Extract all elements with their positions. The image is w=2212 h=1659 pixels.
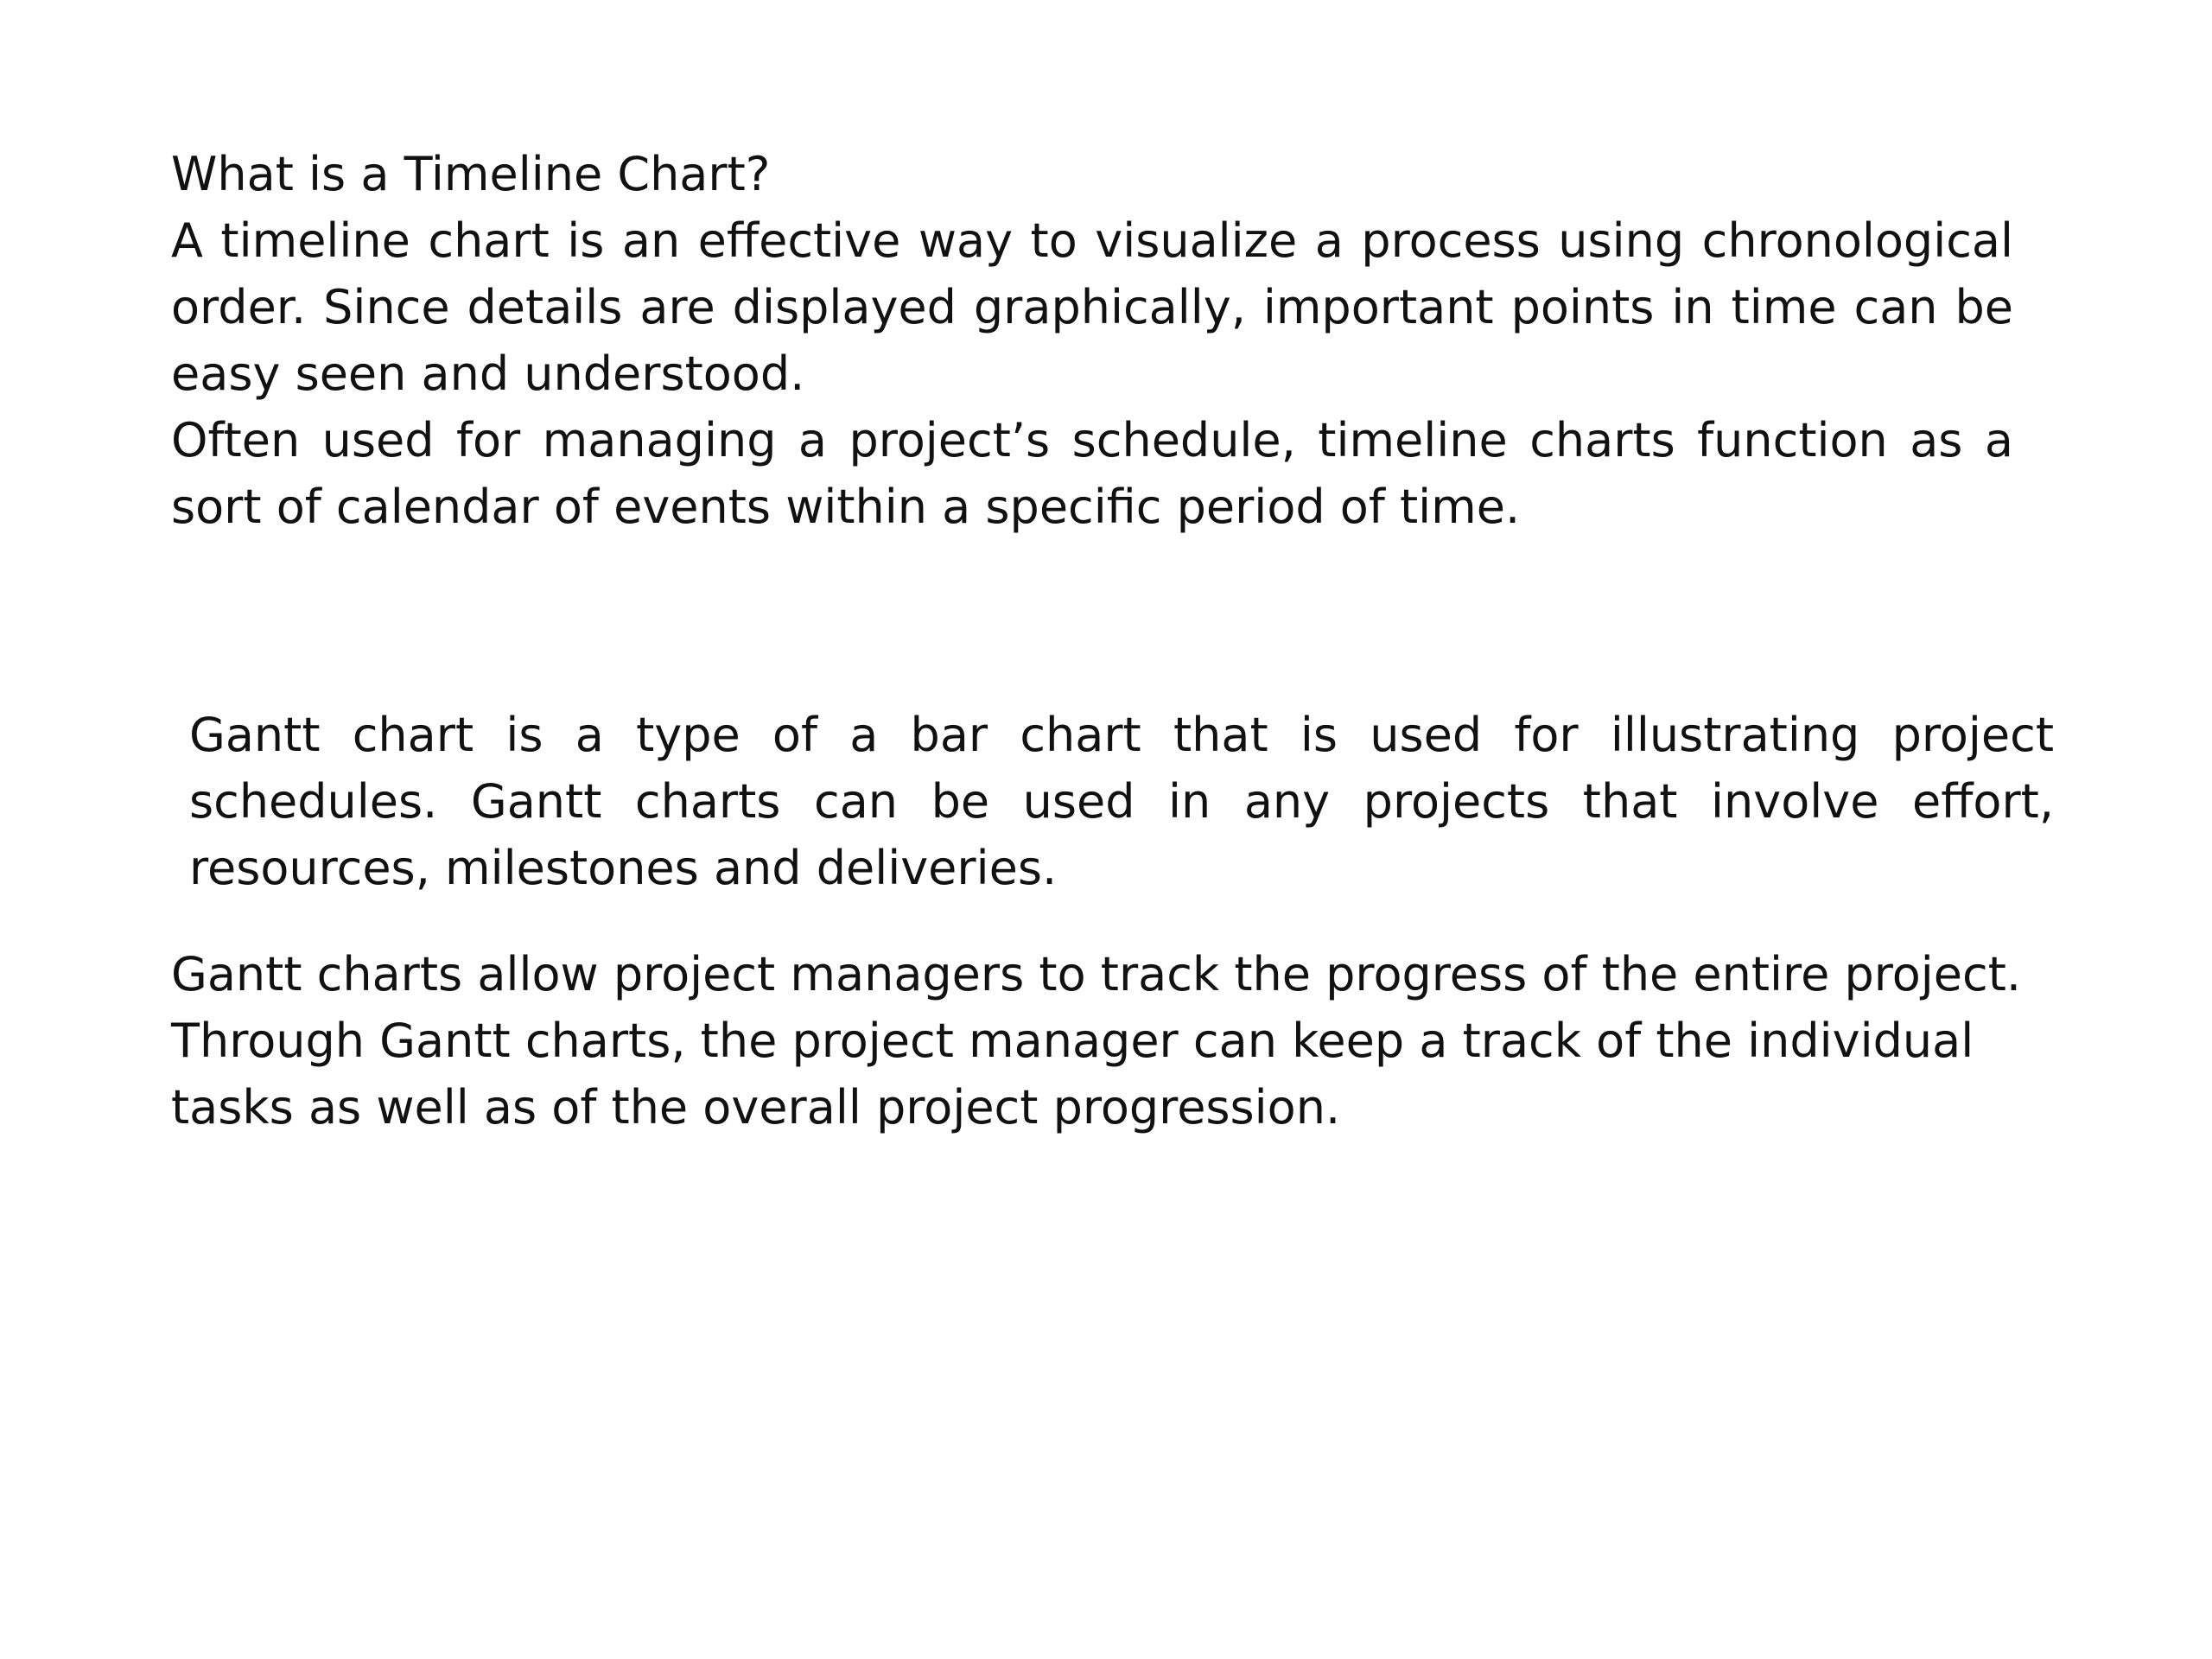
gantt-definition-section xyxy=(189,702,2054,901)
gantt-usage-line-2: Through Gantt charts, the project manager can keep a track of the individual tasks as well as of the overall project progression. xyxy=(171,1014,1974,1135)
gantt-usage-section xyxy=(171,941,2107,1141)
timeline-paragraph-1: A timeline chart is an effective way to visualize a process using chronological order. Since details are displayed graphically, important points in time can be easy seen and understood. xyxy=(171,213,2013,401)
gantt-definition-paragraph: Gantt chart is a type of a bar chart that is used for illustrating project schedules. Gantt charts can be used in any projects that involve effort, resources, milestones and deliveries. xyxy=(189,708,2054,895)
timeline-chart-section xyxy=(171,141,2013,540)
timeline-heading: What is a Timeline Chart? xyxy=(171,147,771,201)
gantt-usage-line-1: Gantt charts allow project managers to track the progress of the entire project. xyxy=(171,947,2022,1001)
timeline-paragraph-2: Often used for managing a project’s schedule, timeline charts function as a sort of calendar of events within a specific period of time. xyxy=(171,413,2013,534)
